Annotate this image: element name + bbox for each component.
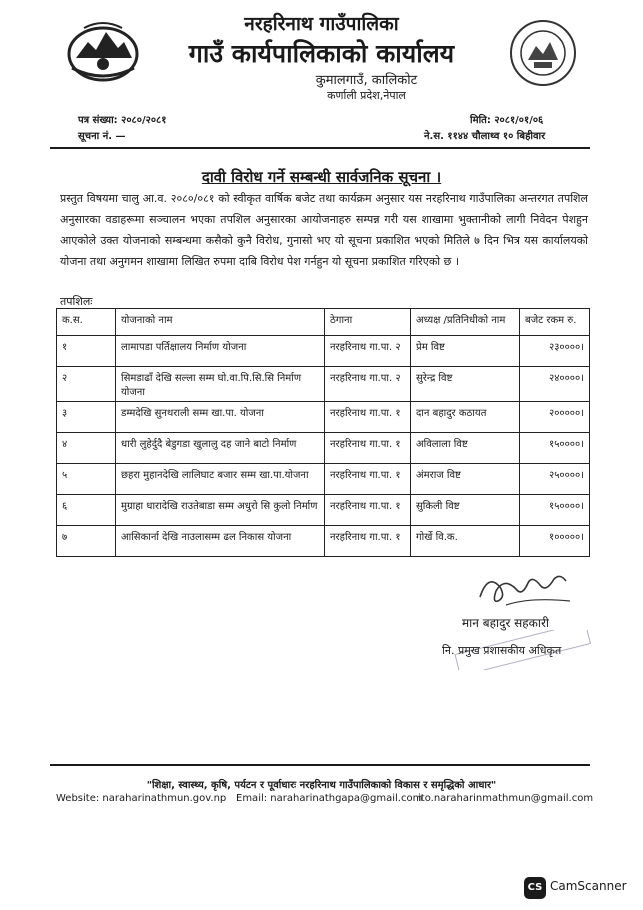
- cell-project: मुग्राहा धारादेखि राउतेबाडा सम्म अधुरो सि कुलो निर्माण: [116, 495, 325, 526]
- table-row: [57, 495, 590, 526]
- signatory-title: नि. प्रमुख प्रशासकीय अधिकृत: [442, 644, 562, 657]
- cell-address: नरहरिनाथ गा.पा. १: [325, 495, 411, 526]
- cell-project: छहरा मुहानदेखि लालिघाट बजार सम्म खा.पा.योजना: [116, 464, 325, 495]
- cell-project: धारी लुहेर्दुदै बेडुगडा खुलालु दह जाने बाटो निर्माण: [116, 433, 325, 464]
- cell-sn: ६: [57, 495, 116, 526]
- cell-address: नरहरिनाथ गा.पा. १: [325, 402, 411, 433]
- camscanner-watermark: [524, 875, 634, 901]
- cell-budget: २४००००।: [520, 367, 590, 402]
- cell-sn: १: [57, 336, 116, 367]
- footer-email: Email: naraharinathgapa@gmail.com: [236, 793, 423, 804]
- footer-website: Website: naraharinathmun.gov.np: [56, 793, 227, 804]
- projects-table: [56, 308, 590, 557]
- table-header-row: [57, 309, 590, 336]
- col-header-sn: क.स.: [57, 309, 116, 336]
- col-header-address: ठेगाना: [325, 309, 411, 336]
- cell-chairperson: अविलाला विष्ट: [411, 433, 520, 464]
- col-header-chairperson: अध्यक्ष /प्रतिनिधीको नाम: [411, 309, 520, 336]
- header-province: कर्णाली प्रदेश,नेपाल: [327, 89, 406, 102]
- notice-number: सूचना नं. —: [78, 131, 126, 142]
- cell-chairperson: सुकिली विष्ट: [411, 495, 520, 526]
- cell-sn: २: [57, 367, 116, 402]
- table-row: [57, 402, 590, 433]
- cell-project: आसिकार्ना देखि नाउलासम्म ढल निकास योजना: [116, 526, 325, 557]
- cell-chairperson: प्रेम विष्ट: [411, 336, 520, 367]
- cell-sn: ५: [57, 464, 116, 495]
- col-header-budget: बजेट रकम रु.: [520, 309, 590, 336]
- col-header-project: योजनाको नाम: [116, 309, 325, 336]
- notice-body: प्रस्तुत विषयमा चालु आ.व. २०८०/०८१ को स्वीकृत वार्षिक बजेट तथा कार्यक्रम अनुसार यस नरहरिनाथ गाउँपालिका अन्तरगत तपशिल अनुसारका वडाहरूमा सञ्चालन भएका तपशिल अनुसारका आयोजनाहरु सम्पन्न गरी यस शाखामा भुक्तानीको लागी निवेदन पेशहुन आएकोले उक्त योजनाको सम्बन्धमा कसैको कुनै विरोध, गुनासो भए यो सूचना प्रकाशित भएको मितिले ७ दिन भित्र यस कार्यालयको योजना तथा अनुगमन शाखामा लिखित रुपमा दाबि विरोध पेश गर्नहुन यो सूचना प्रकाशित गरिएको छ ।: [60, 192, 588, 268]
- table-row: [57, 336, 590, 367]
- notice-title: दावी विरोध गर्ने सम्बन्धी सार्वजनिक सूचना ।: [201, 168, 442, 186]
- cell-chairperson: अंमराज विष्ट: [411, 464, 520, 495]
- cell-address: नरहरिनाथ गा.पा. १: [325, 526, 411, 557]
- notice-date: मिति: २०८१/०१/०६: [470, 115, 544, 126]
- cell-budget: २०००००।: [520, 402, 590, 433]
- footer-divider: [50, 764, 590, 766]
- cell-sn: ७: [57, 526, 116, 557]
- ref-number: पत्र संख्या: २०८०/२०८१: [78, 115, 167, 126]
- cell-budget: २३००००।: [520, 336, 590, 367]
- table-row: [57, 367, 590, 402]
- cell-address: नरहरिनाथ गा.पा. २: [325, 367, 411, 402]
- cell-budget: १५००००।: [520, 433, 590, 464]
- cell-address: नरहरिनाथ गा.पा. १: [325, 464, 411, 495]
- cell-project: सिमडाढाँ देखि सल्ला सम्म घो.वा.पि.सि.सि निर्माण योजना: [116, 367, 325, 402]
- footer-motto: "शिक्षा, स्वास्थ्य, कृषि, पर्यटन र पूर्वाधारः नरहरिनाथ गाउँपालिकाको विकास र समृद्धिको आधार": [146, 780, 497, 791]
- cell-address: नरहरिनाथ गा.पा. १: [325, 433, 411, 464]
- camscanner-icon: CS: [524, 877, 546, 899]
- table-row: [57, 526, 590, 557]
- nepal-era-date: ने.स. ११४४ चौलाथ्व १० बिहीवार: [424, 131, 546, 142]
- cell-address: नरहरिनाथ गा.पा. २: [325, 336, 411, 367]
- cell-sn: ४: [57, 433, 116, 464]
- cell-budget: २५००००।: [520, 464, 590, 495]
- cell-chairperson: दान बहादुर कठायत: [411, 402, 520, 433]
- cell-project: डम्मदेखि सुनथराली सम्म खा.पा. योजना: [116, 402, 325, 433]
- header-office-name: गाउँ कार्यपालिकाको कार्यालय: [188, 39, 455, 68]
- cell-budget: १०००००।: [520, 526, 590, 557]
- footer-email-secondary: ito.naraharinmathmun@gmail.com: [418, 793, 594, 804]
- header-location: कुमालगाउँ, कालिकोट: [315, 73, 418, 88]
- details-label: तपशिलः: [60, 295, 93, 308]
- cell-budget: १५००००।: [520, 495, 590, 526]
- header-municipality-name: नरहरिनाथ गाउँपालिका: [244, 13, 399, 35]
- cell-sn: ३: [57, 402, 116, 433]
- header-divider: [50, 147, 590, 149]
- signatory-name: मान बहादुर सहकारी: [462, 616, 550, 630]
- table-row: [57, 464, 590, 495]
- handwritten-signature: [470, 567, 580, 612]
- camscanner-label: CamScanner: [550, 879, 627, 893]
- cell-chairperson: गोर्खे वि.क.: [411, 526, 520, 557]
- cell-project: लामापडा पर्तिक्षालय निर्माण योजना: [116, 336, 325, 367]
- cell-chairperson: सुरेन्द्र विष्ट: [411, 367, 520, 402]
- table-row: [57, 433, 590, 464]
